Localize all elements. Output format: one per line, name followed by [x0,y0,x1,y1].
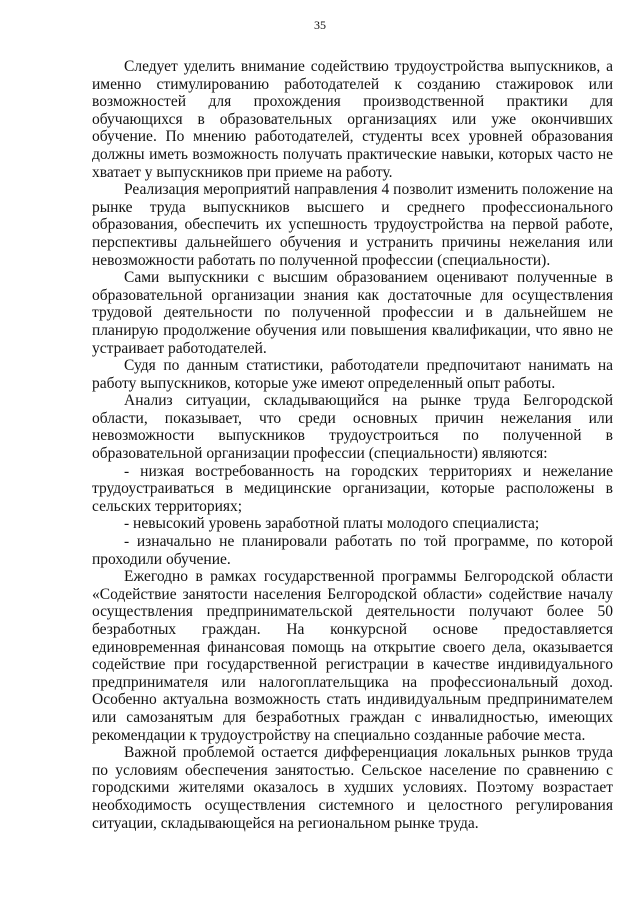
paragraph: Ежегодно в рамках государственной программы Белгородской области «Содействие занятости населения Белгородской области» содействие началу осуществления предпринимательской деятельности получают более 50 безработных граждан. На конкурсной основе предоставляется единовременная финансовая помощь на открытие своего дела, оказывается содействие при государственной регистрации в качестве индивидуального предпринимателя или налогоплательщика на профессиональный доход. Особенно актуальна возможность стать индивидуальным предпринимателем или самозанятым для безработных граждан с инвалидностью, имеющих рекомендации к трудоустройству на специально созданные рабочие места. [92,568,613,744]
paragraph: Важной проблемой остается дифференциация локальных рынков труда по условиям обеспечения занятостью. Сельское население по сравнению с городскими жителями оказалось в худших условиях. Поэтому возрастает необходимость осуществления системного и целостного регулирования ситуации, складывающейся на региональном рынке труда. [92,744,613,832]
paragraph: Судя по данным статистики, работодатели предпочитают нанимать на работу выпускников, которые уже имеют определенный опыт работы. [92,357,613,392]
paragraph: Сами выпускники с высшим образованием оценивают полученные в образовательной организации знания как достаточные для осуществления трудовой деятельности по полученной профессии и в дальнейшем не планирую продолжение обучения или повышения квалификации, что явно не устраивает работодателей. [92,269,613,357]
paragraph: Реализация мероприятий направления 4 позволит изменить положение на рынке труда выпускников высшего и среднего профессионального образования, обеспечить их успешность трудоустройства на первой работе, перспективы дальнейшего обучения и устранить причины нежелания или невозможности работать по полученной профессии (специальности). [92,181,613,269]
paragraph: Следует уделить внимание содействию трудоустройства выпускников, а именно стимулированию работодателей к созданию стажировок или возможностей для прохождения производственной практики для обучающихся в образовательных организациях или уже окончивших обучение. По мнению работодателей, студенты всех уровней образования должны иметь возможность получать практические навыки, которых часто не хватает у выпускников при приеме на работу. [92,58,613,181]
document-body [92,58,613,832]
list-item: - изначально не планировали работать по той программе, по которой проходили обучение. [92,533,613,568]
paragraph: Анализ ситуации, складывающийся на рынке труда Белгородской области, показывает, что среди основных причин нежелания или невозможности выпускников трудоустроиться по полученной в образовательной организации профессии (специальности) являются: [92,392,613,463]
list-item: - невысокий уровень заработной платы молодого специалиста; [124,515,540,533]
list-item: - низкая востребованность на городских территориях и нежелание трудоустраиваться в медицинские организации, которые расположены в сельских территориях; [92,462,613,515]
page-number: 35 [314,18,326,32]
